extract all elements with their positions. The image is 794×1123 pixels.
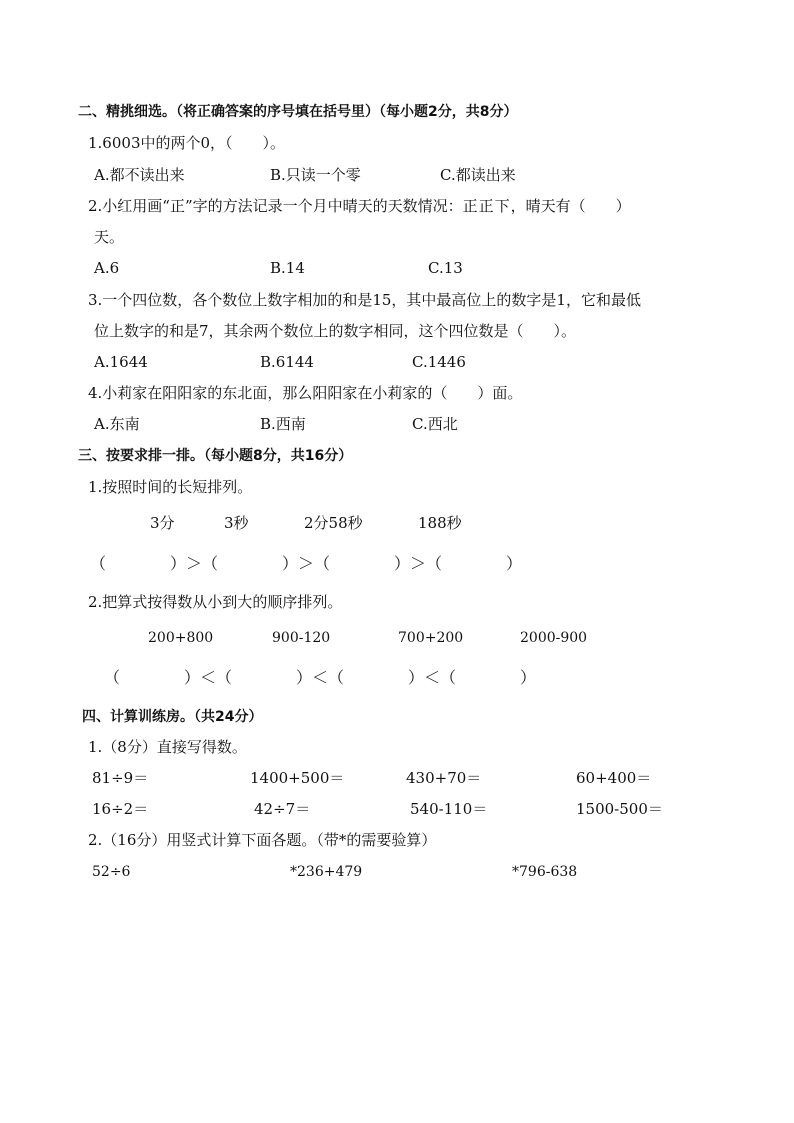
q2-1-option-a: A.都不读出来: [94, 166, 185, 184]
calc-item: 430+70＝: [406, 769, 482, 787]
section3-heading: 三、按要求排一排。（每小题8分，共16分）: [78, 448, 353, 464]
q2-2-stem-after: ，晴天有（ ）: [510, 197, 631, 215]
q2-1-option-c: C.都读出来: [440, 166, 516, 184]
calc-item: 60+400＝: [576, 769, 652, 787]
calc-item: 42÷7＝: [254, 800, 311, 818]
q2-4-option-a: A.东南: [94, 415, 140, 433]
calc-item: 540-110＝: [410, 800, 488, 818]
q2-4-option-c: C.西北: [412, 415, 458, 433]
q3-2-item: 200+800: [148, 630, 214, 646]
q3-2-answer-line: （ ）＜（ ）＜（ ）＜（ ）: [104, 668, 537, 687]
q3-1-item: 2分58秒: [304, 514, 363, 532]
vertical-calc-item: 52÷6: [92, 864, 131, 880]
q3-2-item: 900-120: [272, 630, 331, 646]
q2-1-option-b: B.只读一个零: [270, 166, 361, 184]
q3-2-item: 700+200: [398, 630, 464, 646]
q2-2-option-b: B.14: [270, 259, 305, 277]
q3-1-stem: 1.按照时间的长短排列。: [88, 478, 253, 496]
q3-1-item: 188秒: [418, 514, 462, 532]
q3-1-item: 3分: [150, 514, 175, 532]
q2-2-stem-line2: 天。: [94, 228, 125, 246]
calc-item: 1500-500＝: [576, 800, 663, 818]
q2-3-option-a: A.1644: [94, 353, 148, 371]
q2-2-stem-before: 2.小红用画“正”字的方法记录一个月中晴天的天数情况：: [88, 197, 463, 215]
tally-marks: 正正下: [462, 197, 511, 215]
q2-3-option-b: B.6144: [260, 353, 314, 371]
q3-1-item: 3秒: [224, 514, 249, 532]
q2-3-stem-line1: 3.一个四位数，各个数位上数字相加的和是15，其中最高位上的数字是1，它和最低: [88, 291, 641, 309]
q4-2-stem: 2.（16分）用竖式计算下面各题。（带*的需要验算）: [88, 831, 437, 849]
q2-3-stem-line2: 位上数字的和是7，其余两个数位上的数字相同，这个四位数是（ ）。: [94, 322, 577, 340]
q2-2-option-a: A.6: [94, 259, 120, 277]
q2-2-stem: [88, 197, 631, 215]
q2-3-option-c: C.1446: [412, 353, 466, 371]
section4-heading: 四、计算训练房。（共24分）: [82, 709, 263, 725]
section2-heading: 二、精挑细选。（将正确答案的序号填在括号里）（每小题2分，共8分）: [78, 104, 518, 120]
q2-2-option-c: C.13: [428, 259, 463, 277]
vertical-calc-item: *796-638: [512, 864, 578, 880]
calc-item: 81÷9＝: [92, 769, 149, 787]
q4-1-stem: 1.（8分）直接写得数。: [88, 738, 247, 756]
q3-2-stem: 2.把算式按得数从小到大的顺序排列。: [88, 593, 343, 611]
q2-1-stem: 1.6003中的两个0，（ ）。: [88, 134, 286, 152]
q3-1-answer-line: （ ）＞（ ）＞（ ）＞（ ）: [90, 554, 523, 573]
q2-4-option-b: B.西南: [260, 415, 306, 433]
q3-2-item: 2000-900: [520, 630, 588, 646]
vertical-calc-item: *236+479: [290, 864, 363, 880]
q2-4-stem: 4.小莉家在阳阳家的东北面，那么阳阳家在小莉家的（ ）面。: [88, 384, 523, 402]
calc-item: 16÷2＝: [92, 800, 149, 818]
calc-item: 1400+500＝: [250, 769, 345, 787]
